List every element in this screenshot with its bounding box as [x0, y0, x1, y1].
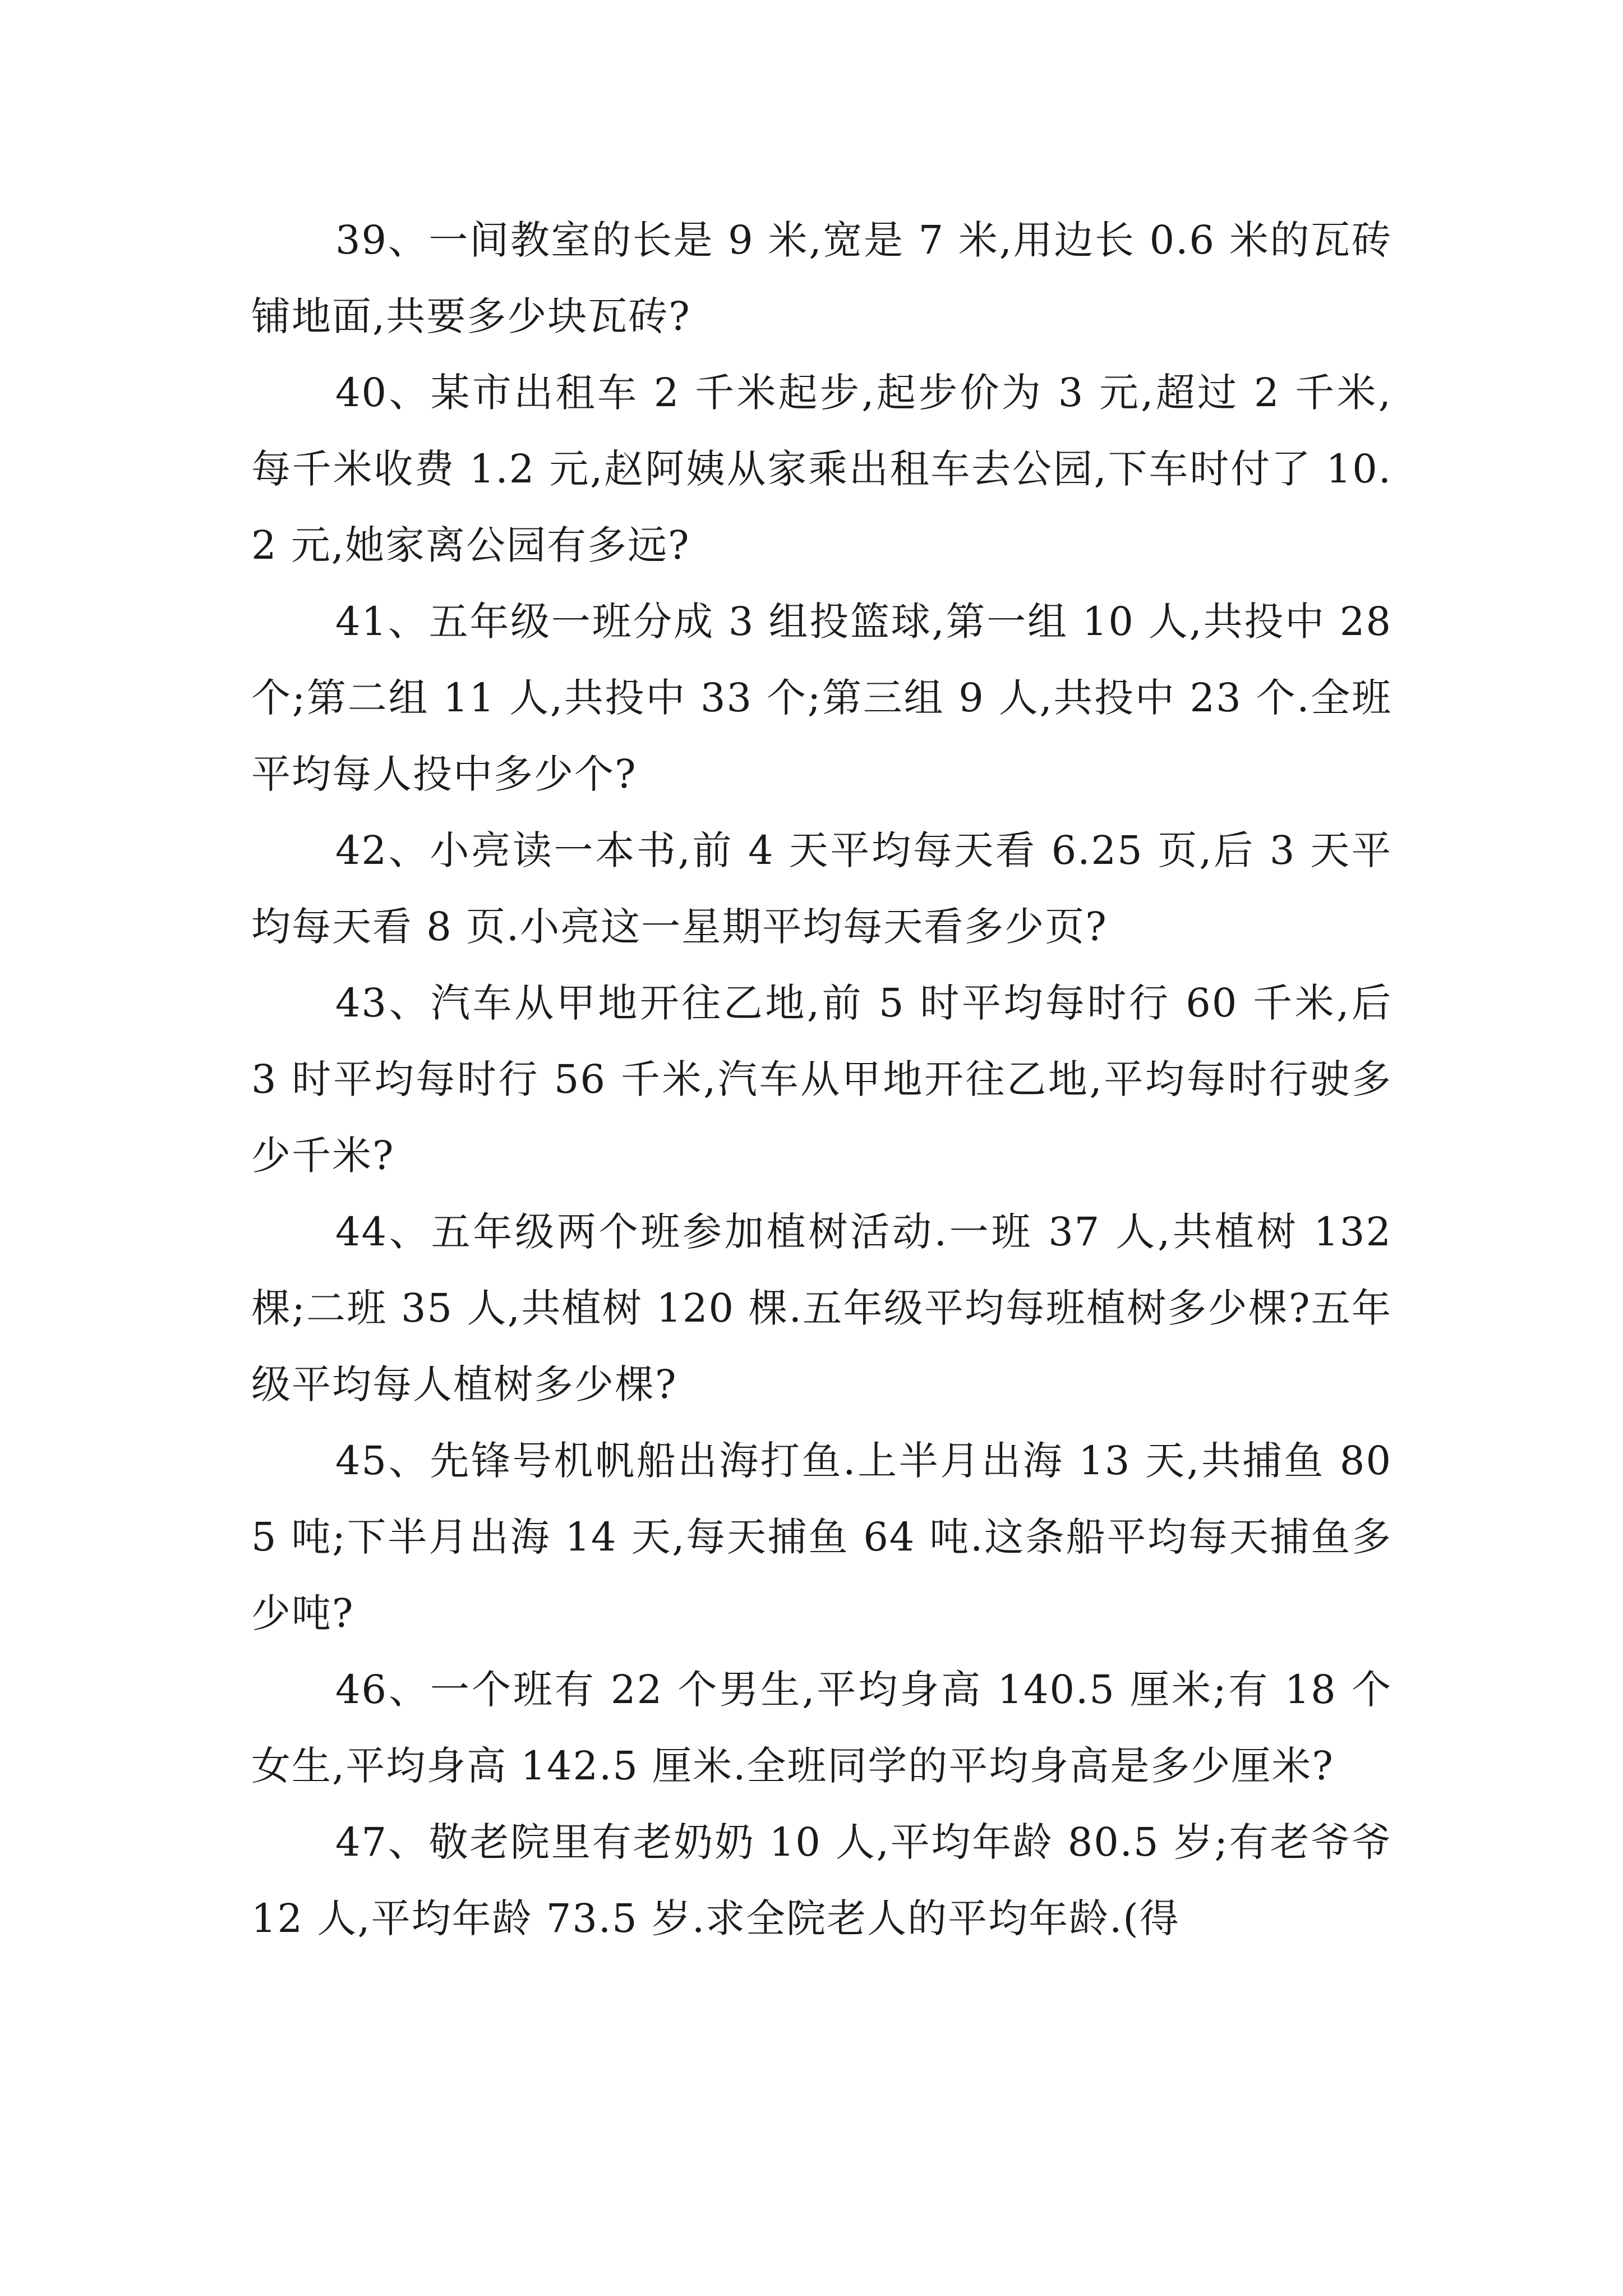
problem-41: 41、五年级一班分成 3 组投篮球,第一组 10 人,共投中 28 个;第二组 11 人,共投中 33 个;第三组 9 人,共投中 23 个.全班平均每人投中多少个?: [251, 599, 1392, 797]
problem-42: 42、小亮读一本书,前 4 天平均每天看 6.25 页,后 3 天平均每天看 8 页.小亮这一星期平均每天看多少页?: [251, 827, 1392, 950]
problem-46: 46、一个班有 22 个男生,平均身高 140.5 厘米;有 18 个女生,平均身高 142.5 厘米.全班同学的平均身高是多少厘米?: [251, 1667, 1392, 1789]
problem-43: 43、汽车从甲地开往乙地,前 5 时平均每时行 60 千米,后 3 时平均每时行 56 千米,汽车从甲地开往乙地,平均每时行驶多少千米?: [251, 980, 1392, 1179]
problem-40: 40、某市出租车 2 千米起步,起步价为 3 元,超过 2 千米,每千米收费 1.2 元,赵阿姨从家乘出租车去公园,下车时付了 10.2 元,她家离公园有多远?: [251, 370, 1392, 568]
problem-47: 47、敬老院里有老奶奶 10 人,平均年龄 80.5 岁;有老爷爷 12 人,平均年龄 73.5 岁.求全院老人的平均年龄.(得: [251, 1819, 1392, 1941]
problem-list: [251, 202, 1392, 1957]
problem-45: 45、先锋号机帆船出海打鱼.上半月出海 13 天,共捕鱼 805 吨;下半月出海 14 天,每天捕鱼 64 吨.这条船平均每天捕鱼多少吨?: [251, 1438, 1392, 1636]
problem-44: 44、五年级两个班参加植树活动.一班 37 人,共植树 132 棵;二班 35 人,共植树 120 棵.五年级平均每班植树多少棵?五年级平均每人植树多少棵?: [251, 1209, 1392, 1407]
problem-39: 39、一间教室的长是 9 米,宽是 7 米,用边长 0.6 米的瓦砖铺地面,共要多少块瓦砖?: [251, 217, 1392, 339]
